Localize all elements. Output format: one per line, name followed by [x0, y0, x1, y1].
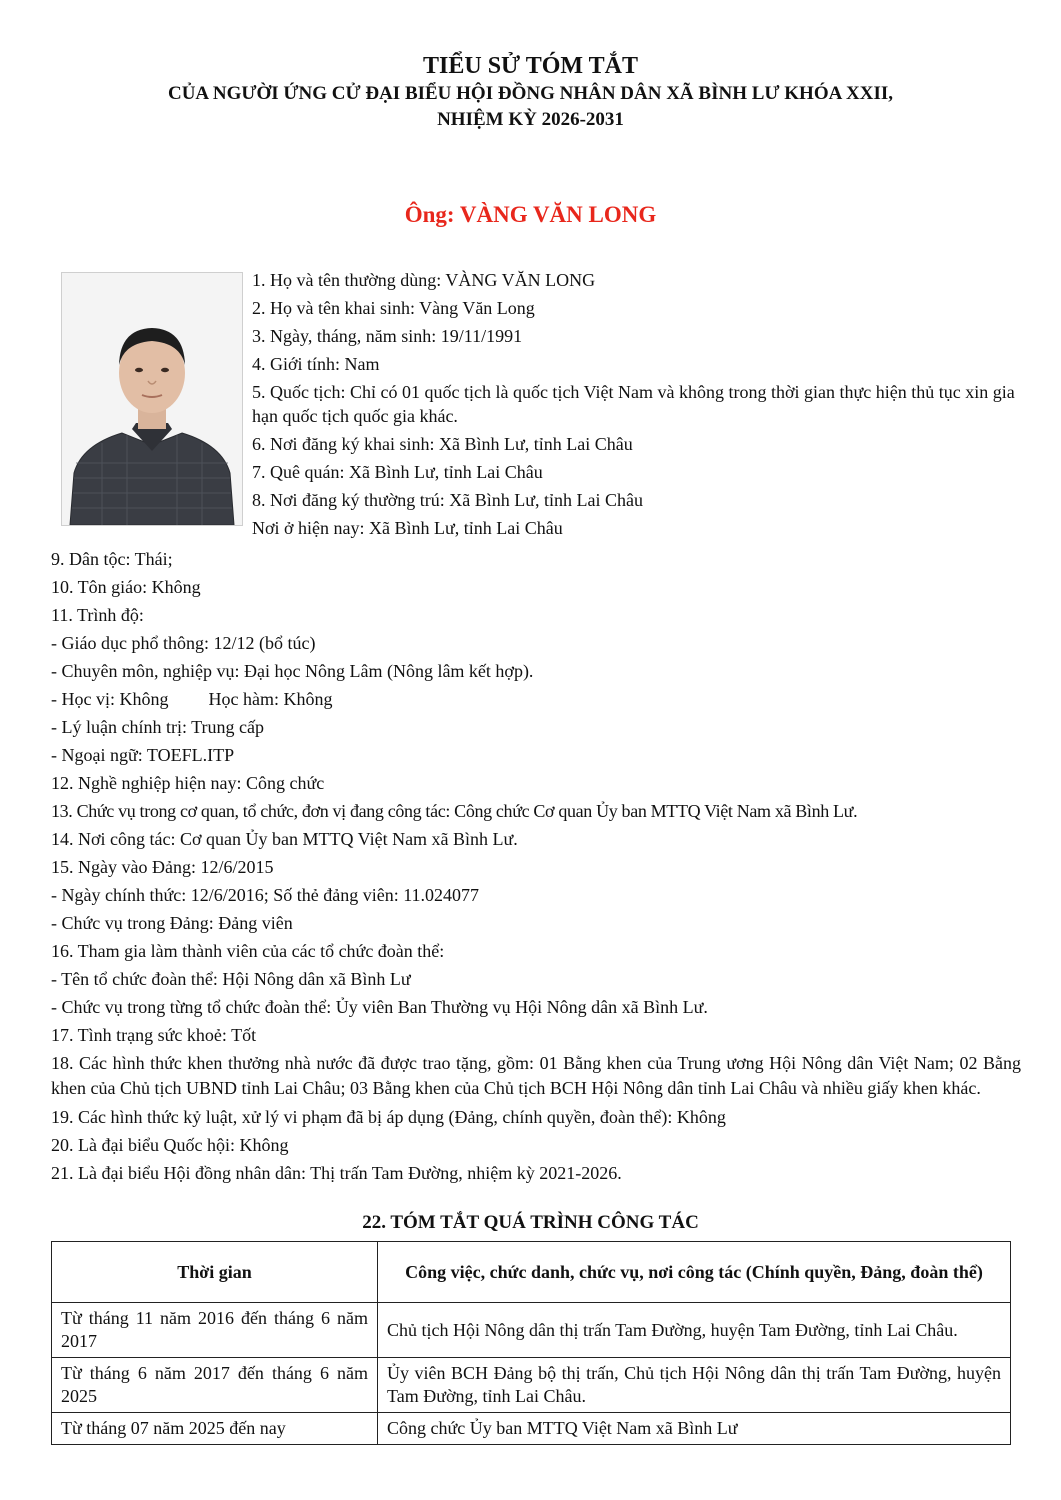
person-heading: Ông: VÀNG VĂN LONG — [404, 202, 657, 227]
cell-work: Ủy viên BCH Đảng bộ thị trấn, Chủ tịch Hội Nông dân thị trấn Tam Đường, huyện Tam Đường, tỉnh Lai Châu. — [378, 1358, 1011, 1413]
table-row — [52, 1303, 1011, 1358]
info-line: - Giáo dục phổ thông: 12/12 (bổ túc) — [51, 633, 316, 653]
info-line: - Chức vụ trong Đảng: Đảng viên — [51, 913, 293, 933]
info-line: 5. Quốc tịch: Chỉ có 01 quốc tịch là quốc tịch Việt Nam và không trong thời gian thực hiện thủ tục xin gia hạn quốc tịch quốc gia khác. — [252, 382, 1015, 426]
degree-text: - Học vị: Không — [51, 689, 169, 709]
academic-title-text: Học hàm: Không — [208, 689, 333, 709]
work-history-heading: 22. TÓM TẮT QUÁ TRÌNH CÔNG TÁC — [362, 1212, 699, 1233]
document-subtitle-line1: CỦA NGƯỜI ỨNG CỬ ĐẠI BIỂU HỘI ĐỒNG NHÂN DÂN XÃ BÌNH LƯ KHÓA XXII, — [167, 83, 894, 104]
info-line: Nơi ở hiện nay: Xã Bình Lư, tỉnh Lai Châu — [252, 518, 563, 538]
title-block — [0, 52, 1061, 133]
info-line: 7. Quê quán: Xã Bình Lư, tỉnh Lai Châu — [252, 462, 543, 482]
detail-info-section — [51, 545, 1021, 1187]
portrait-photo — [61, 272, 243, 526]
info-line: 12. Nghề nghiệp hiện nay: Công chức — [51, 773, 325, 793]
document-subtitle-line2: NHIỆM KỲ 2026-2031 — [437, 109, 624, 130]
info-line: 15. Ngày vào Đảng: 12/6/2015 — [51, 857, 274, 877]
header-work: Công việc, chức danh, chức vụ, nơi công tác (Chính quyền, Đảng, đoàn thể) — [378, 1242, 1011, 1303]
basic-info-section — [252, 266, 1022, 542]
info-line: 14. Nơi công tác: Cơ quan Ủy ban MTTQ Việt Nam xã Bình Lư. — [51, 829, 518, 849]
info-line: 6. Nơi đăng ký khai sinh: Xã Bình Lư, tỉnh Lai Châu — [252, 434, 633, 454]
info-line: 19. Các hình thức kỷ luật, xử lý vi phạm đã bị áp dụng (Đảng, chính quyền, đoàn thể): Không — [51, 1107, 726, 1127]
cell-time: Từ tháng 6 năm 2017 đến tháng 6 năm 2025 — [52, 1358, 378, 1413]
cell-time: Từ tháng 11 năm 2016 đến tháng 6 năm 2017 — [52, 1303, 378, 1358]
info-line: 1. Họ và tên thường dùng: VÀNG VĂN LONG — [252, 270, 596, 290]
work-history-table — [51, 1241, 1011, 1445]
info-line: 16. Tham gia làm thành viên của các tổ chức đoàn thể: — [51, 941, 445, 961]
info-line: - Chuyên môn, nghiệp vụ: Đại học Nông Lâm (Nông lâm kết hợp). — [51, 661, 534, 681]
portrait-photo-icon — [62, 273, 242, 525]
cell-work: Chủ tịch Hội Nông dân thị trấn Tam Đường, huyện Tam Đường, tỉnh Lai Châu. — [378, 1303, 1011, 1358]
info-line: - Chức vụ trong từng tổ chức đoàn thể: Ủy viên Ban Thường vụ Hội Nông dân xã Bình Lư. — [51, 997, 708, 1017]
header-time: Thời gian — [52, 1242, 378, 1303]
info-line: 4. Giới tính: Nam — [252, 354, 380, 374]
info-line: 9. Dân tộc: Thái; — [51, 549, 173, 569]
info-line: - Lý luận chính trị: Trung cấp — [51, 717, 264, 737]
info-line: 10. Tôn giáo: Không — [51, 577, 201, 597]
table-row — [52, 1413, 1011, 1445]
info-line: 2. Họ và tên khai sinh: Vàng Văn Long — [252, 298, 535, 318]
info-line: - Ngoại ngữ: TOEFL.ITP — [51, 745, 235, 765]
info-line: 8. Nơi đăng ký thường trú: Xã Bình Lư, tỉnh Lai Châu — [252, 490, 644, 510]
info-line: 21. Là đại biểu Hội đồng nhân dân: Thị trấn Tam Đường, nhiệm kỳ 2021-2026. — [51, 1163, 622, 1183]
info-line: - Ngày chính thức: 12/6/2016; Số thẻ đảng viên: 11.024077 — [51, 885, 480, 905]
info-line: 11. Trình độ: — [51, 605, 144, 625]
info-line — [51, 685, 1021, 713]
info-line: 3. Ngày, tháng, năm sinh: 19/11/1991 — [252, 326, 523, 346]
cell-time: Từ tháng 07 năm 2025 đến nay — [52, 1413, 378, 1445]
cell-work: Công chức Ủy ban MTTQ Việt Nam xã Bình Lư — [378, 1413, 1011, 1445]
info-line: 18. Các hình thức khen thưởng nhà nước đã được trao tặng, gồm: 01 Bằng khen của Trung ương Hội Nông dân Việt Nam; 02 Bằng khen của Chủ tịch UBND tỉnh Lai Châu; 03 Bằng khen của Chủ tịch BCH Hội Nông dân tỉnh Lai Châu và nhiều giấy khen khác. — [51, 1053, 1021, 1098]
table-header-row — [52, 1242, 1011, 1303]
table-row — [52, 1358, 1011, 1413]
info-line: 13. Chức vụ trong cơ quan, tổ chức, đơn vị đang công tác: Công chức Cơ quan Ủy ban MTTQ Việt Nam xã Bình Lư. — [51, 801, 858, 821]
document-title: TIỂU SỬ TÓM TẮT — [423, 53, 638, 79]
info-line: 20. Là đại biểu Quốc hội: Không — [51, 1135, 289, 1155]
info-line: 17. Tình trạng sức khoẻ: Tốt — [51, 1025, 257, 1045]
info-line: - Tên tổ chức đoàn thể: Hội Nông dân xã Bình Lư — [51, 969, 411, 989]
